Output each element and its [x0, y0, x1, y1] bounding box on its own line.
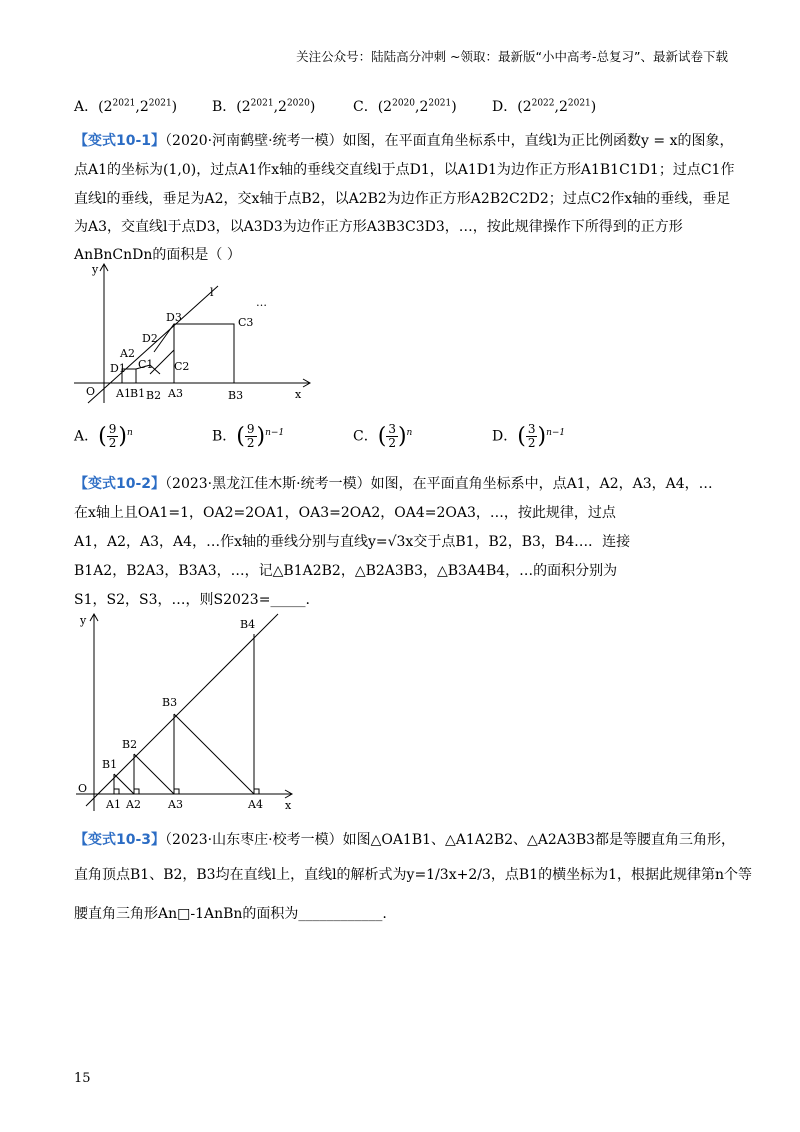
option-d: D．$(2^{2022},2^{2021})$	[492, 98, 597, 115]
option-c: C．$(2^{2020},2^{2021})$	[353, 98, 457, 115]
q1-option-b: B．( $\frac{9}{2}$ )$^{n-1}$	[212, 422, 285, 450]
fig1-label-c1: C1	[138, 358, 154, 371]
fig1-label-a3: A3	[168, 387, 183, 400]
fig1-label-b3: B3	[228, 389, 244, 402]
fig1-label-x: x	[295, 388, 302, 401]
fig2-label-a3: A3	[168, 798, 183, 811]
fig1-label-y: y	[92, 263, 99, 276]
fig1-label-b2: B2	[146, 389, 162, 402]
fig2-label-b2: B2	[122, 738, 138, 751]
q1-option-d: D．( $\frac{3}{2}$ )$^{n-1}$	[492, 422, 566, 450]
q3-line-1: 【变式10-3】（2023·山东枣庄·校考一模）如图△OA1B1、△A1A2B2、△A2A3B3都是等腰直角三角形，	[74, 832, 736, 848]
q2-line-1: 【变式10-2】（2023·黑龙江佳木斯·统考一模）如图，在平面直角坐标系中，点A1，A2，A3，A4，…	[74, 476, 713, 492]
q3-line-3: 腰直角三角形An□-1AnBn的面积为____________.	[74, 906, 387, 922]
fig1-label-o: O	[86, 385, 96, 398]
figure-triangles	[70, 606, 310, 816]
q2-line-4: B1A2，B2A3，B3A3，…，记△B1A2B2，△B2A3B3，△B3A4B4，…的面积分别为	[74, 563, 618, 579]
fig1-label-d3: D3	[166, 311, 182, 324]
page-header: 关注公众号：陆陆高分冲刺 ~领取：最新版“小中高考-总复习”、最新试卷下载	[296, 49, 728, 64]
fig1-label-a2: A2	[120, 347, 135, 360]
option-a: A．$(2^{2021},2^{2021})$	[74, 98, 178, 115]
fig1-label-l: l	[210, 286, 214, 299]
q2-line-2: 在x轴上且OA1=1，OA2=2OA1，OA3=2OA2，OA4=2OA3，…，按此规律，过点	[74, 505, 616, 521]
fig1-label-a1: A1	[116, 387, 131, 400]
fig1-label-b1: B1	[130, 387, 146, 400]
fig2-label-o: O	[78, 782, 88, 795]
figure-squares	[70, 258, 330, 408]
fig2-label-a1: A1	[106, 798, 121, 811]
q3-line-2: 直角顶点B1、B2，B3均在直线l上，直线l的解析式为y=1/3x+2/3，点B1的横坐标为1，根据此规律第n个等	[74, 867, 752, 883]
fig2-label-b1: B1	[102, 758, 118, 771]
q2-line-3: A1，A2，A3，A4，…作x轴的垂线分别与直线y=√3x交于点B1，B2，B3，B4…．连接	[74, 534, 631, 550]
fig2-label-a2: A2	[126, 798, 141, 811]
q2-line-5: S1，S2，S3，…，则S2023=_____.	[74, 592, 310, 608]
fig2-label-y: y	[80, 614, 87, 627]
q1-line-5: AnBnCnDn的面积是（ ）	[74, 247, 241, 263]
q1-line-3: 直线l的垂线，垂足为A2，交x轴于点B2，以A2B2为边作正方形A2B2C2D2；过点C2作x轴的垂线，垂足	[74, 191, 731, 207]
option-b: B．$(2^{2021},2^{2020})$	[212, 98, 316, 115]
fig1-label-dots: …	[256, 296, 267, 309]
fig2-label-x: x	[285, 799, 292, 812]
q1-line-4: 为A3，交直线l于点D3，以A3D3为边作正方形A3B3C3D3，…，按此规律操作下所得到的正方形	[74, 219, 683, 235]
fig1-label-d2: D2	[142, 332, 158, 345]
q1-option-a: A．( $\frac{9}{2}$ )$^n$	[74, 422, 133, 450]
fig1-label-c2: C2	[174, 360, 190, 373]
fig1-label-d1: D1	[110, 362, 126, 375]
page-number: 15	[74, 1071, 91, 1086]
q1-option-c: C．( $\frac{3}{2}$ )$^n$	[353, 422, 413, 450]
fig1-label-c3: C3	[238, 316, 254, 329]
fig2-label-b4: B4	[240, 618, 256, 631]
q1-line-2: 点A1的坐标为(1,0)，过点A1作x轴的垂线交直线l于点D1，以A1D1为边作正方形A1B1C1D1；过点C1作	[74, 162, 735, 178]
fig2-label-a4: A4	[248, 798, 263, 811]
q1-line-1: 【变式10-1】（2020·河南鹤壁·统考一模）如图，在平面直角坐标系中，直线l为正比例函数y = x的图象，	[74, 133, 734, 149]
fig2-label-b3: B3	[162, 696, 178, 709]
